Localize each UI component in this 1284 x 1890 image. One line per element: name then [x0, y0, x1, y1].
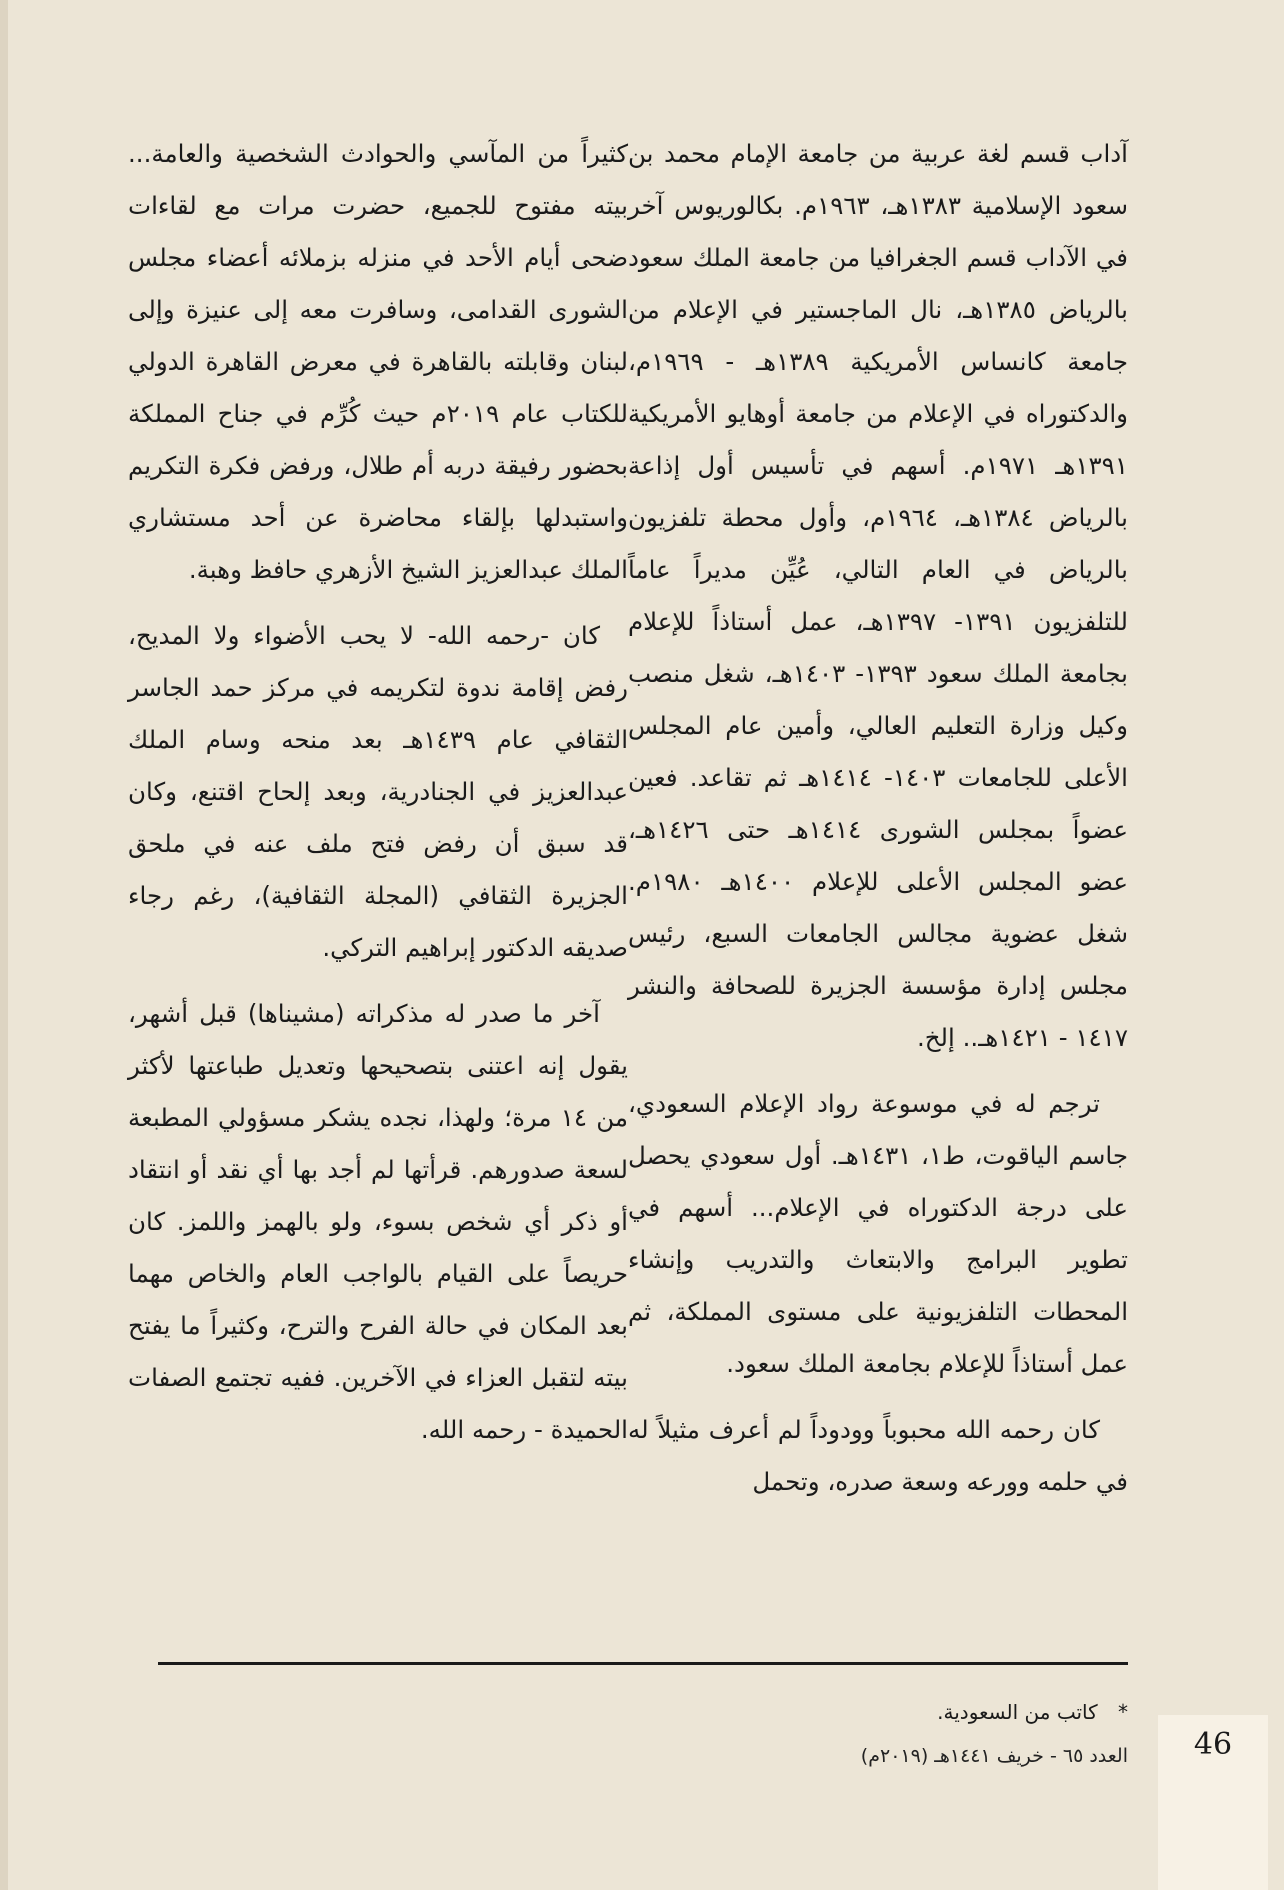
left-paragraph-1: كثيراً من المآسي والحوادث الشخصية والعامة... بيته مفتوح للجميع، حضرت مرات مع لقاءات ضحى أيام الأحد في منزله بزملائه أعضاء مجلس الشورى القدامى، وسافرت معه إلى عنيزة وإلى لبنان وقابلته بالقاهرة في معرض القاهرة الدولي للكتاب عام ٢٠١٩م حيث كُرِّم في جناح المملكة بحضور رفيقة دربه أم طلال، ورفض فكرة التكريم واستبدلها بإلقاء محاضرة عن أحد مستشاري الملك عبدالعزيز الشيخ الأزهري حافظ وهبة. — [128, 139, 628, 584]
footnote — [937, 1700, 1128, 1724]
footnote-divider — [158, 1662, 1128, 1665]
right-column — [628, 128, 1128, 1522]
left-paragraph-3: آخر ما صدر له مذكراته (مشيناها) قبل أشهر، يقول إنه اعتنى بتصحيحها وتعديل طباعتها لأكثر من ١٤ مرة؛ ولهذا، نجده يشكر مسؤولي المطبعة لسعة صدورهم. قرأتها لم أجد بها أي نقد أو انتقاد أو ذكر أي شخص بسوء، ولو بالهمز واللمز. كان حريصاً على القيام بالواجب العام والخاص مهما بعد المكان في حالة الفرح والترح، وكثيراً ما يفتح بيته لتقبل العزاء في الآخرين. ففيه تجتمع الصفات الحميدة - رحمه الله. — [128, 999, 629, 1444]
footnote-marker: * — [1118, 1700, 1128, 1724]
left-column — [128, 128, 628, 1470]
left-paragraph-2: كان -رحمه الله- لا يحب الأضواء ولا المديح، رفض إقامة ندوة لتكريمه في مركز حمد الجاسر الثقافي عام ١٤٣٩هـ بعد منحه وسام الملك عبدالعزيز في الجنادرية، وبعد إلحاح اقتنع، وكان قد سبق أن رفض فتح ملف عنه في ملحق الجزيرة الثقافي (المجلة الثقافية)، رغم رجاء صديقه الدكتور إبراهيم التركي. — [128, 621, 629, 962]
right-paragraph-1: آداب قسم لغة عربية من جامعة الإمام محمد بن سعود الإسلامية ١٣٨٣هـ، ١٩٦٣م. بكالوريوس آخر في الآداب قسم الجغرافيا من جامعة الملك سعود بالرياض ١٣٨٥هـ، نال الماجستير في الإعلام من جامعة كانساس الأمريكية ١٣٨٩هـ - ١٩٦٩م، والدكتوراه في الإعلام من جامعة أوهايو الأمريكية ١٣٩١هـ ١٩٧١م. أسهم في تأسيس أول إذاعة بالرياض ١٣٨٤هـ، ١٩٦٤م، وأول محطة تلفزيون بالرياض في العام التالي، عُيِّن مديراً عاماً للتلفزيون ١٣٩١- ١٣٩٧هـ، عمل أستاذاً للإعلام بجامعة الملك سعود ١٣٩٣- ١٤٠٣هـ، شغل منصب وكيل وزارة التعليم العالي، وأمين عام المجلس الأعلى للجامعات ١٤٠٣- ١٤١٤هـ ثم تقاعد. فعين عضواً بمجلس الشورى ١٤١٤هـ حتى ١٤٢٦هـ، عضو المجلس الأعلى للإعلام ١٤٠٠هـ ١٩٨٠م. شغل عضوية مجالس الجامعات السبع، رئيس مجلس إدارة مؤسسة الجزيرة للصحافة والنشر ١٤١٧ - ١٤٢١هـ.. إلخ. — [628, 139, 1129, 1052]
footnote-text: كاتب من السعودية. — [937, 1700, 1098, 1724]
page-number: 46 — [1193, 1727, 1233, 1762]
page-edge — [0, 0, 8, 1890]
issue-info: العدد ٦٥ - خريف ١٤٤١هـ (٢٠١٩م) — [860, 1745, 1128, 1767]
right-paragraph-2: ترجم له في موسوعة رواد الإعلام السعودي، جاسم الياقوت، ط١، ١٤٣١هـ. أول سعودي يحصل على درجة الدكتوراه في الإعلام... أسهم في تطوير البرامج والابتعاث والتدريب وإنشاء المحطات التلفزيونية على مستوى المملكة، ثم عمل أستاذاً للإعلام بجامعة الملك سعود. — [628, 1089, 1128, 1378]
page-number-tab — [1158, 1715, 1268, 1890]
right-paragraph-3: كان رحمه الله محبوباً وودوداً لم أعرف مثيلاً له في حلمه وورعه وسعة صدره، وتحمل — [628, 1415, 1128, 1496]
